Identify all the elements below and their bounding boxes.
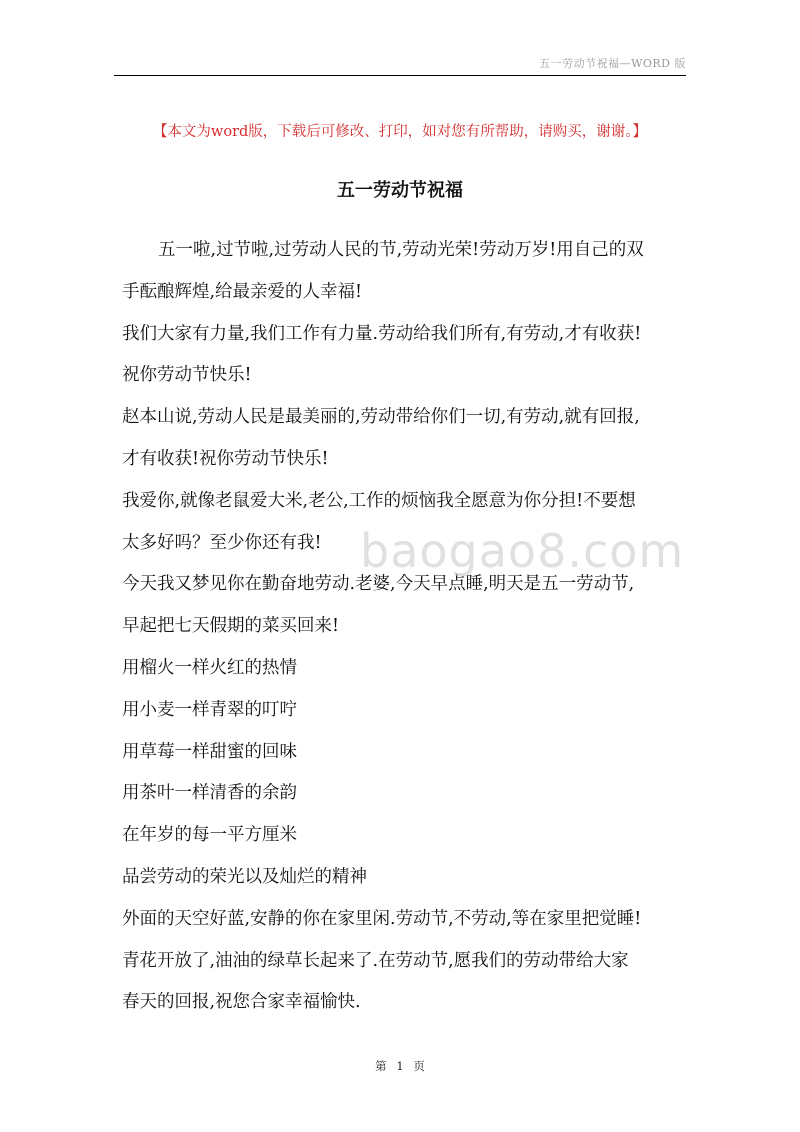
paragraph-line: 赵本山说,劳动人民是最美丽的,劳动带给你们一切,有劳动,就有回报, — [122, 407, 640, 428]
paragraph-line: 青花开放了,油油的绿草长起来了.在劳动节,愿我们的劳动带给大家 — [122, 950, 629, 971]
paragraph-line: 才有收获!祝你劳动节快乐! — [122, 448, 329, 469]
page-number: 1 — [396, 1059, 404, 1073]
document-body — [122, 230, 688, 1024]
page-footer — [0, 1058, 800, 1074]
paragraph-line: 五一啦,过节啦,过劳动人民的节,劳动光荣!劳动万岁!用自己的双 — [158, 240, 644, 260]
header-divider — [114, 75, 686, 76]
paragraph-line: 用草莓一样甜蜜的回味 — [122, 741, 297, 762]
paragraph-line: 我爱你,就像老鼠爱大米,老公,工作的烦恼我全愿意为你分担!不要想 — [122, 490, 636, 511]
paragraph-line: 在年岁的每一平方厘米 — [122, 825, 297, 846]
paragraph-line: 我们大家有力量,我们工作有力量.劳动给我们所有,有劳动,才有收获! — [122, 323, 642, 344]
paragraph-line: 今天我又梦见你在勤奋地劳动.老婆,今天早点睡,明天是五一劳动节, — [122, 574, 635, 595]
paragraph-line: 品尝劳动的荣光以及灿烂的精神 — [122, 866, 367, 887]
paragraph-line: 春天的回报,祝您合家幸福愉快. — [122, 992, 361, 1013]
paragraph-line: 用小麦一样青翠的叮咛 — [122, 699, 297, 720]
word-version-notice: 【本文为word版，下载后可修改、打印，如对您有所帮助，请购买，谢谢。】 — [152, 124, 648, 140]
paragraph-line: 手酝酿辉煌,给最亲爱的人幸福! — [122, 281, 363, 302]
document-title: 五一劳动节祝福 — [337, 180, 463, 201]
paragraph-line: 早起把七天假期的菜买回来! — [122, 616, 340, 637]
paragraph-line: 太多好吗？至少你还有我! — [122, 532, 322, 553]
paragraph-line: 用榴火一样火红的热情 — [122, 657, 297, 678]
paragraph-line: 外面的天空好蓝,安静的你在家里闲.劳动节,不劳动,等在家里把觉睡! — [122, 908, 642, 929]
running-header: 五一劳动节祝福—WORD 版 — [539, 57, 686, 70]
watermark: baogao8.com — [360, 524, 685, 578]
paragraph-line: 用茶叶一样清香的余韵 — [122, 783, 297, 804]
paragraph-line: 祝你劳动节快乐! — [122, 365, 252, 386]
page-suffix: 页 — [413, 1059, 425, 1073]
page-prefix: 第 — [375, 1059, 387, 1073]
